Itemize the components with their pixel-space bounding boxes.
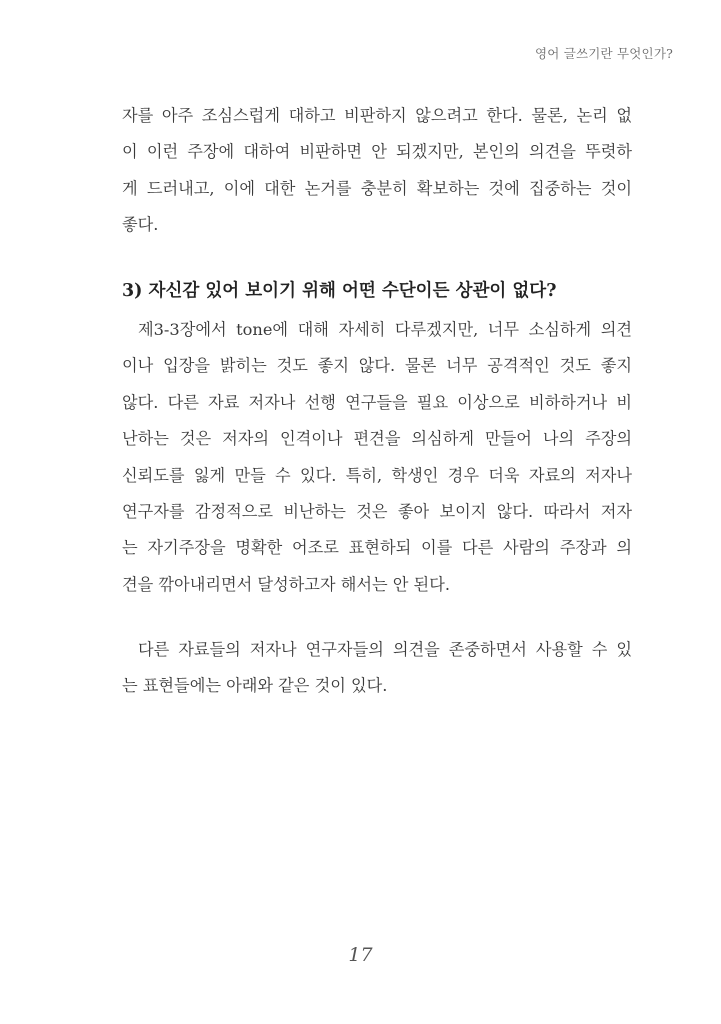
running-header: 영어 글쓰기란 무엇인가? (535, 46, 673, 61)
page-number: 17 (348, 944, 373, 966)
paragraph-line: 않다. 다른 자료 저자나 선행 연구들을 필요 이상으로 비하하거나 비 (122, 392, 632, 412)
paragraph-line: 제3-3장에서 tone에 대해 자세히 다루겠지만, 너무 소심하게 의견 (138, 320, 632, 339)
paragraph-line: 다른 자료들의 저자나 연구자들의 의견을 존중하면서 사용할 수 있 (138, 640, 632, 659)
paragraph-line: 견을 깎아내리면서 달성하고자 해서는 안 된다. (122, 574, 450, 594)
paragraph-line: 이 이런 주장에 대하여 비판하면 안 되겠지만, 본인의 의견을 뚜렷하 (122, 142, 632, 162)
paragraph-line: 난하는 것은 저자의 인격이나 편견을 의심하게 만들어 나의 주장의 (122, 429, 632, 449)
paragraph-line: 연구자를 감정적으로 비난하는 것은 좋아 보이지 않다. 따라서 저자 (122, 501, 632, 521)
paragraph-line: 좋다. (122, 215, 159, 235)
paragraph-expressions (122, 632, 632, 705)
paragraph-line: 는 자기주장을 명확한 어조로 표현하되 이를 다른 사람의 주장과 의 (122, 538, 632, 558)
paragraph-line: 자를 아주 조심스럽게 대하고 비판하지 않으려고 한다. 물론, 논리 없 (122, 106, 632, 125)
paragraph-line: 신뢰도를 잃게 만들 수 있다. 특히, 학생인 경우 더욱 자료의 저자나 (122, 465, 632, 485)
paragraph-line: 는 표현들에는 아래와 같은 것이 있다. (122, 676, 388, 696)
paragraph-line: 이나 입장을 밝히는 것도 좋지 않다. 물론 너무 공격적인 것도 좋지 (122, 356, 632, 376)
paragraph-line: 게 드러내고, 이에 대한 논거를 충분히 확보하는 것에 집중하는 것이 (122, 178, 632, 198)
section-heading: 3) 자신감 있어 보이기 위해 어떤 수단이든 상관이 없다? (122, 281, 557, 301)
paragraph-tone (122, 312, 632, 603)
paragraph-continued (122, 98, 632, 244)
